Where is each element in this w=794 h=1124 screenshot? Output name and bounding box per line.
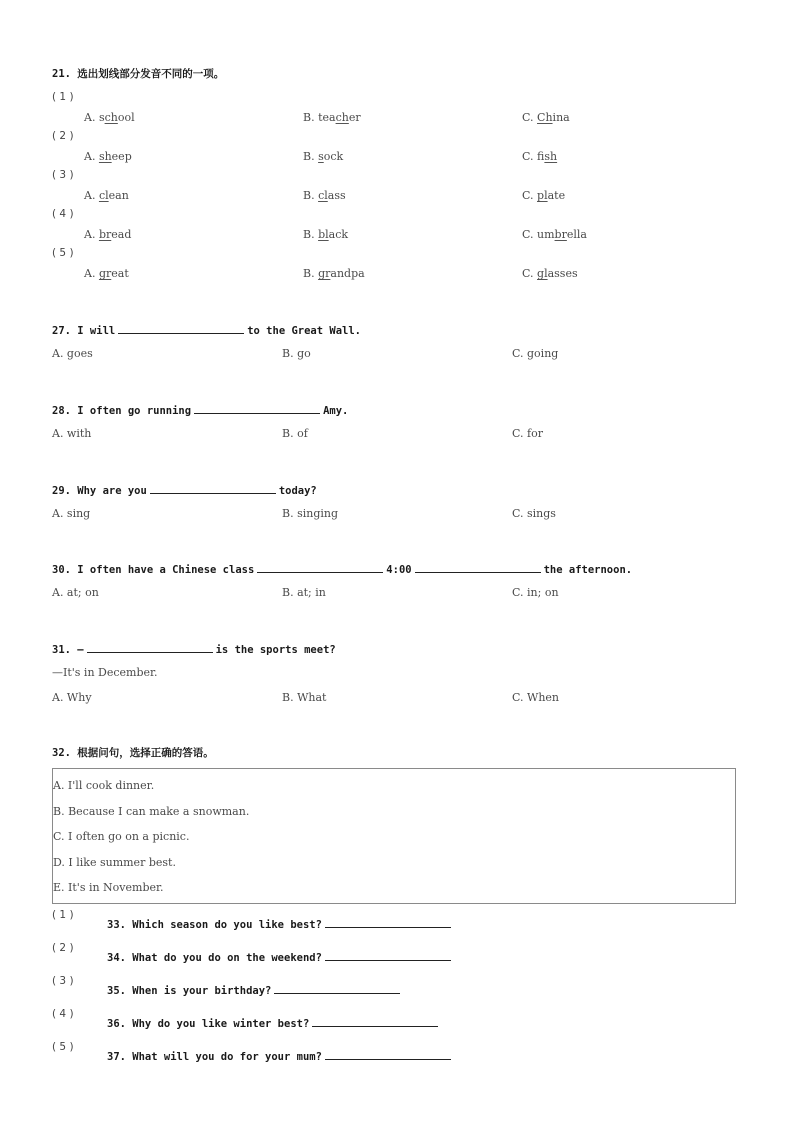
q32-box-option-b: B. Because I can make a snowman.	[53, 805, 250, 818]
word-suffix: asses	[547, 267, 578, 280]
underlined-letters: gr	[318, 267, 331, 280]
word-suffix: ock	[323, 150, 344, 163]
q30-option-a[interactable]: A. at; on	[52, 586, 99, 599]
q21-option-b[interactable]	[303, 111, 361, 124]
underlined-letters: br	[554, 228, 567, 241]
q31-option-b[interactable]: B. What	[282, 691, 327, 704]
answer-blank[interactable]	[274, 981, 400, 994]
q21-option-a[interactable]	[84, 111, 135, 124]
option-label: C.	[522, 150, 538, 163]
q30-post: the afternoon.	[543, 564, 633, 576]
option-label: A.	[84, 150, 99, 163]
q21-option-b[interactable]	[303, 228, 348, 241]
q27-option-b[interactable]: B. go	[282, 347, 311, 360]
option-label: A.	[84, 189, 99, 202]
word-suffix: ool	[117, 111, 135, 124]
word-suffix: ina	[552, 111, 570, 124]
q29-stem	[52, 481, 317, 497]
q28-pre: 28. I often go running	[52, 405, 192, 417]
q31-post: is the sports meet?	[215, 644, 336, 656]
q27-option-a[interactable]: A. goes	[52, 347, 93, 360]
q21-subquestion-number: ( 4 )	[52, 208, 74, 220]
q28-option-a[interactable]: A. with	[52, 427, 92, 440]
q21-subquestion-number: ( 1 )	[52, 91, 74, 103]
q30-option-c[interactable]: C. in; on	[512, 586, 559, 599]
q30-blank-2[interactable]	[415, 560, 541, 573]
q27-blank[interactable]	[118, 321, 244, 334]
q21-option-a[interactable]	[84, 150, 132, 163]
q32-item-text: 34. What do you do on the weekend?	[107, 952, 322, 964]
underlined-letters: pl	[537, 189, 548, 202]
q28-stem	[52, 401, 348, 417]
word-prefix: s	[98, 111, 105, 124]
q29-option-c[interactable]: C. sings	[512, 507, 556, 520]
q31-option-c[interactable]: C. When	[512, 691, 560, 704]
underlined-letters: gl	[537, 267, 548, 280]
q28-blank[interactable]	[194, 401, 320, 414]
word-prefix: fi	[537, 150, 545, 163]
option-label: B.	[303, 189, 319, 202]
q32-box-option-a: A. I'll cook dinner.	[53, 779, 155, 792]
q31-pre: 31. —	[52, 644, 84, 656]
option-label: B.	[303, 267, 319, 280]
q29-pre: 29. Why are you	[52, 485, 147, 497]
q29-post: today?	[278, 485, 317, 497]
q30-mid: 4:00	[386, 564, 412, 576]
q32-item	[107, 1014, 441, 1030]
q32-item-text: 35. When is your birthday?	[107, 985, 272, 997]
q32-item	[107, 1047, 454, 1063]
q32-subquestion-number: ( 4 )	[52, 1008, 74, 1020]
q30-pre: 30. I often have a Chinese class	[52, 564, 255, 576]
q21-option-a[interactable]	[84, 228, 131, 241]
q27-pre: 27. I will	[52, 325, 116, 337]
word-suffix: ate	[547, 189, 566, 202]
q32-subquestion-number: ( 2 )	[52, 942, 74, 954]
option-label: C.	[522, 111, 538, 124]
q32-item	[107, 948, 454, 964]
underlined-letters: gr	[98, 267, 112, 280]
word-suffix: ead	[111, 228, 132, 241]
word-suffix: ass	[327, 189, 346, 202]
q32-subquestion-number: ( 5 )	[52, 1041, 74, 1053]
option-label: A.	[84, 111, 99, 124]
word-suffix: ean	[108, 189, 129, 202]
word-suffix: ack	[328, 228, 349, 241]
word-prefix: um	[537, 228, 555, 241]
q21-option-c[interactable]	[522, 189, 565, 202]
q32-subquestion-number: ( 1 )	[52, 909, 74, 921]
underlined-letters: cl	[318, 189, 328, 202]
underlined-letters: br	[98, 228, 112, 241]
q21-option-c[interactable]	[522, 228, 587, 241]
q31-option-a[interactable]: A. Why	[52, 691, 92, 704]
answer-blank[interactable]	[325, 915, 451, 928]
q28-option-b[interactable]: B. of	[282, 427, 308, 440]
answer-blank[interactable]	[312, 1014, 438, 1027]
q32-item-text: 33. Which season do you like best?	[107, 919, 322, 931]
answer-blank[interactable]	[325, 948, 451, 961]
q28-post: Amy.	[323, 405, 349, 417]
q21-option-a[interactable]	[84, 267, 129, 280]
q31-blank[interactable]	[87, 640, 213, 653]
underlined-letters: bl	[318, 228, 329, 241]
answer-blank[interactable]	[325, 1047, 451, 1060]
option-label: C.	[522, 189, 538, 202]
q21-subquestion-number: ( 2 )	[52, 130, 74, 142]
word-suffix: andpa	[330, 267, 365, 280]
q32-item-text: 37. What will you do for your mum?	[107, 1051, 322, 1063]
q21-option-b[interactable]	[303, 267, 365, 280]
q27-option-c[interactable]: C. going	[512, 347, 559, 360]
q21-option-a[interactable]	[84, 189, 129, 202]
q29-option-b[interactable]: B. singing	[282, 507, 339, 520]
underlined-letters: ch	[104, 111, 118, 124]
option-label: B.	[303, 228, 319, 241]
q30-stem	[52, 560, 632, 576]
underlined-letters: Ch	[537, 111, 553, 124]
q21-subquestion-number: ( 5 )	[52, 247, 74, 259]
q32-answer-box	[52, 768, 736, 904]
underlined-letters: cl	[98, 189, 109, 202]
q32-title: 32. 根据问句，选择正确的答语。	[52, 747, 214, 759]
q29-option-a[interactable]: A. sing	[52, 507, 91, 520]
underlined-letters: sh	[544, 150, 558, 163]
q31-stem	[52, 640, 336, 656]
q28-option-c[interactable]: C. for	[512, 427, 543, 440]
option-label: B.	[303, 111, 319, 124]
word-suffix: eat	[111, 267, 129, 280]
q32-subquestion-number: ( 3 )	[52, 975, 74, 987]
q32-item	[107, 915, 454, 931]
option-label: C.	[522, 267, 538, 280]
q32-box-option-c: C. I often go on a picnic.	[53, 830, 190, 843]
q21-option-c[interactable]	[522, 150, 557, 163]
option-label: B.	[303, 150, 319, 163]
q30-option-b[interactable]: B. at; in	[282, 586, 326, 599]
q21-option-c[interactable]	[522, 267, 578, 280]
underlined-letters: ch	[335, 111, 349, 124]
option-label: A.	[84, 228, 99, 241]
q32-item-text: 36. Why do you like winter best?	[107, 1018, 310, 1030]
q32-box-option-e: E. It's in November.	[53, 881, 164, 894]
word-suffix: eep	[111, 150, 132, 163]
option-label: C.	[522, 228, 538, 241]
word-prefix: tea	[318, 111, 336, 124]
q21-title: 21. 选出划线部分发音不同的一项。	[52, 68, 225, 80]
word-suffix: ella	[566, 228, 587, 241]
q32-item	[107, 981, 403, 997]
q27-stem	[52, 321, 361, 337]
underlined-letters: sh	[98, 150, 112, 163]
option-label: A.	[84, 267, 99, 280]
word-suffix: er	[348, 111, 361, 124]
q21-subquestion-number: ( 3 )	[52, 169, 74, 181]
q21-option-b[interactable]	[303, 189, 346, 202]
q31-answer-line: —It's in December.	[52, 666, 158, 679]
q29-blank[interactable]	[150, 481, 276, 494]
q21-option-b[interactable]	[303, 150, 343, 163]
q21-option-c[interactable]	[522, 111, 570, 124]
q32-box-option-d: D. I like summer best.	[53, 856, 176, 869]
underlined-letters: s	[318, 150, 324, 163]
q30-blank-1[interactable]	[257, 560, 383, 573]
q27-post: to the Great Wall.	[247, 325, 362, 337]
